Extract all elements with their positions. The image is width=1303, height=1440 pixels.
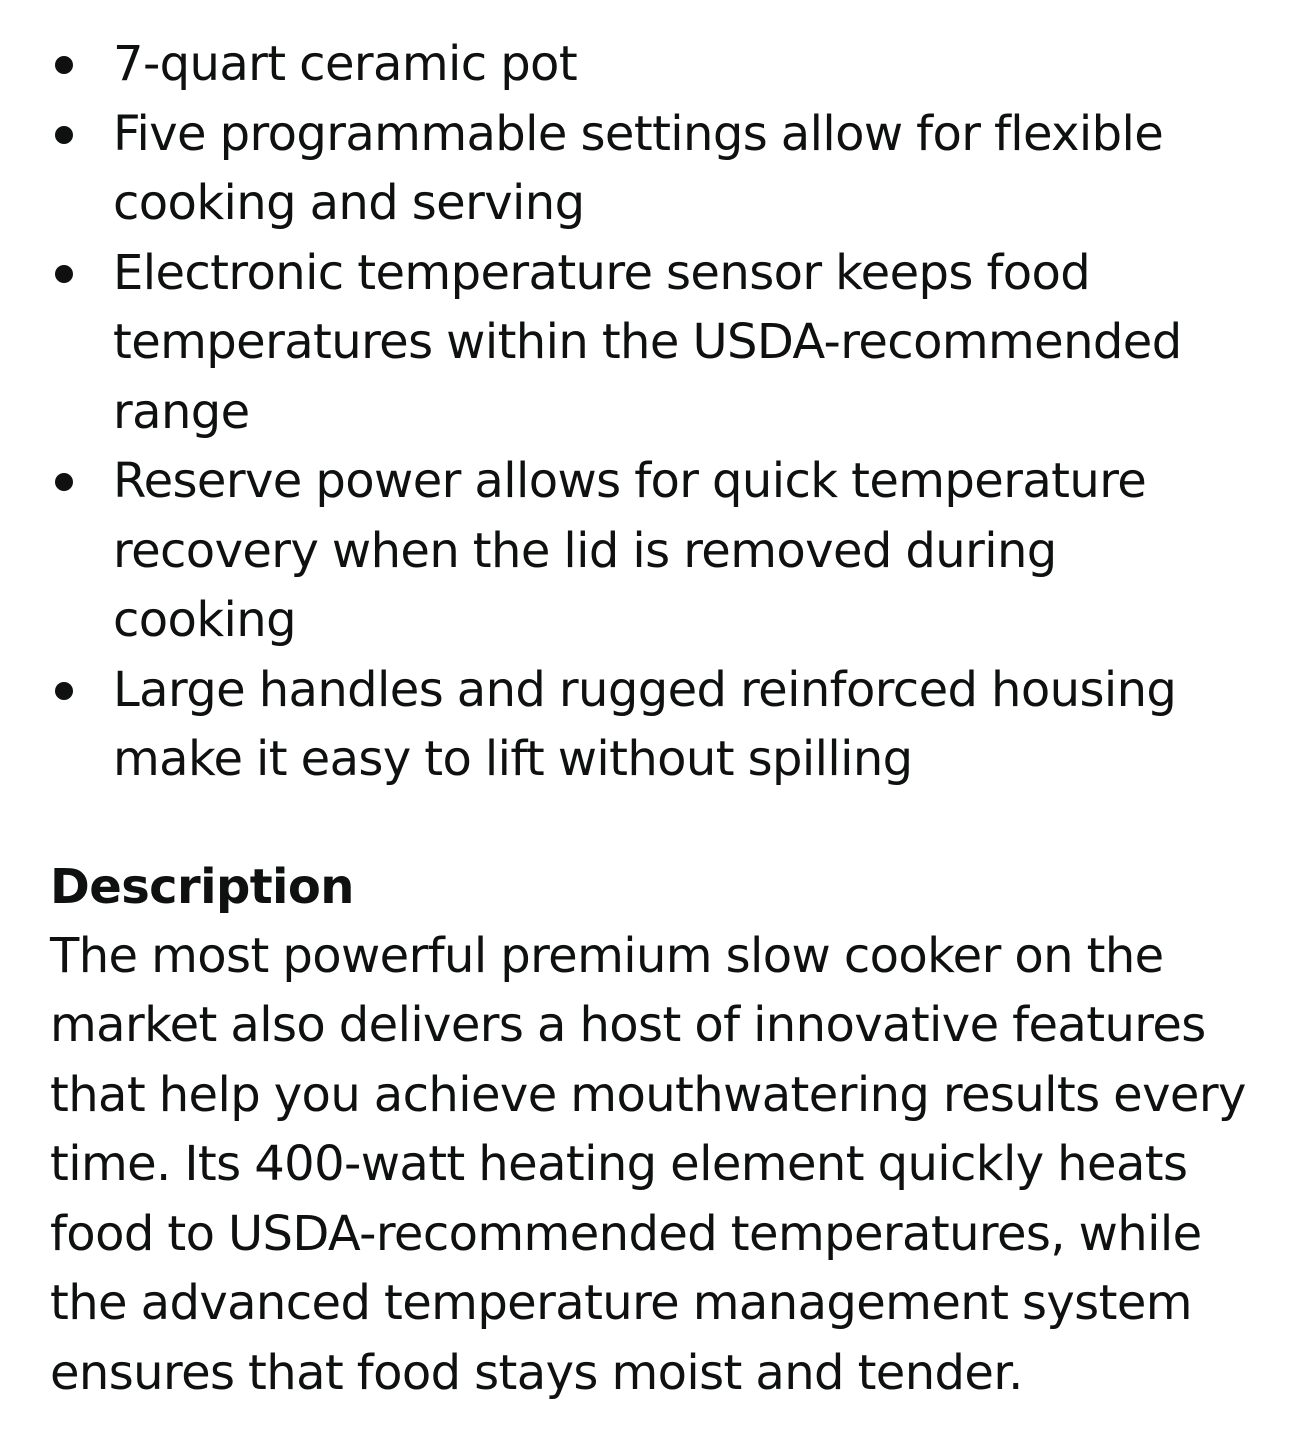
feature-text: Reserve power allows for quick temperature recovery when the lid is removed during cooking <box>113 453 1147 648</box>
feature-item <box>50 100 1220 239</box>
feature-text: Five programmable settings allow for flexible cooking and serving <box>113 105 1164 231</box>
bullet-icon <box>55 682 73 700</box>
description-body: The most powerful premium slow cooker on the market also delivers a host of innovative features that help you achieve mouthwatering results every time. Its 400-watt heating element quickly heats food to USDA-recommended temperatures, while the advanced temperature management system ensures that food stays moist and tender. <box>50 927 1246 1401</box>
feature-item <box>50 239 1220 448</box>
bullet-icon <box>55 56 73 74</box>
feature-text: 7-quart ceramic pot <box>113 36 578 92</box>
feature-text: Electronic temperature sensor keeps food temperatures within the USDA-recommended range <box>113 244 1182 440</box>
description-heading: Description <box>50 858 354 915</box>
feature-text: Large handles and rugged reinforced housing make it easy to lift without spilling <box>113 661 1177 787</box>
feature-item <box>50 447 1220 656</box>
bullet-icon <box>55 265 73 283</box>
feature-item <box>50 30 1220 100</box>
feature-item <box>50 656 1220 795</box>
bullet-icon <box>55 126 73 144</box>
feature-list <box>50 30 1220 795</box>
bullet-icon <box>55 473 73 491</box>
